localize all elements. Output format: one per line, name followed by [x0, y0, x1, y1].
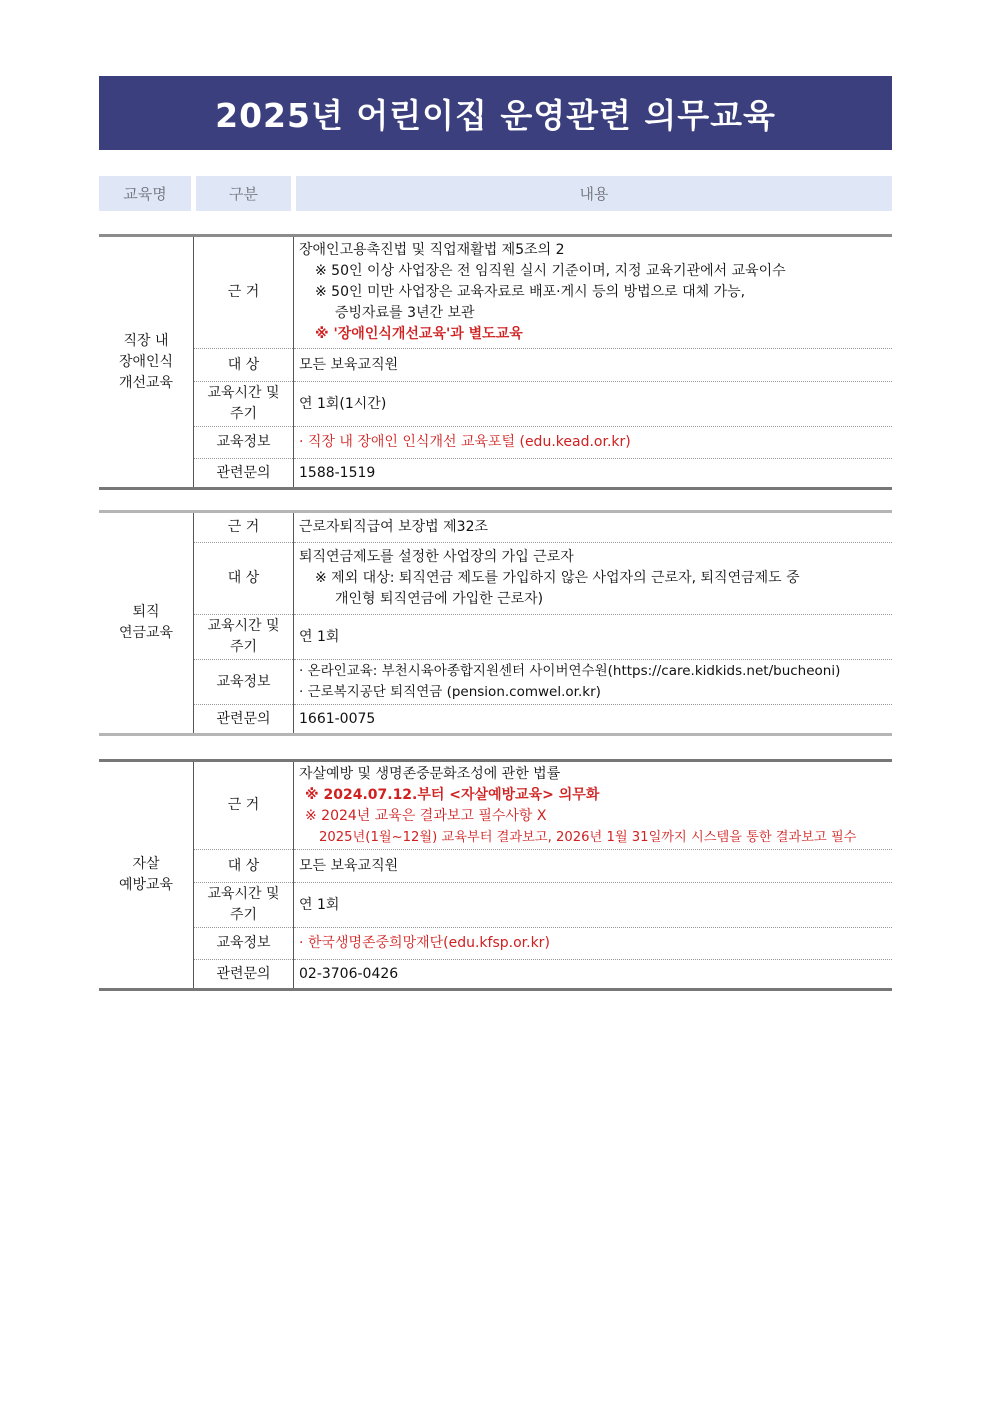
- basis-note: ※ 2024년 교육은 결과보고 필수사항 X: [305, 807, 547, 824]
- time-label-line: 교육시간 및: [207, 618, 280, 634]
- basis-warning: ※ 2024.07.12.부터 <자살예방교육> 의무화: [305, 786, 600, 803]
- target-content: 모든 보육교직원: [294, 850, 893, 883]
- time-label-line: 교육시간 및: [207, 385, 280, 401]
- basis-label: 근 거: [194, 236, 294, 349]
- contact-label: 관련문의: [194, 705, 294, 735]
- section-name: [99, 512, 194, 735]
- basis-warning: ※ '장애인식개선교육'과 별도교육: [315, 326, 523, 342]
- page-title: 2025년 어린이집 운영관련 의무교육: [99, 76, 892, 150]
- time-label-line: 주기: [229, 639, 258, 655]
- target-label: 대 상: [194, 543, 294, 615]
- time-label-line: 주기: [229, 406, 258, 422]
- section-suicide-prevention: [99, 759, 892, 991]
- basis-label: 근 거: [194, 512, 294, 543]
- time-label-line: 주기: [229, 907, 258, 923]
- contact-number: 1661-0075: [299, 710, 376, 727]
- section-name-line: 장애인식: [118, 353, 174, 370]
- basis-line: 자살예방 및 생명존중문화조성에 관한 법률: [299, 765, 561, 782]
- time-label: [194, 382, 294, 427]
- info-label: 교육정보: [194, 928, 294, 960]
- basis-content: 근로자퇴직급여 보장법 제32조: [294, 512, 893, 543]
- basis-note: ※ 50인 미만 사업장은 교육자료로 배포·게시 등의 방법으로 대체 가능,: [315, 284, 746, 300]
- time-label: [194, 883, 294, 928]
- target-content: 모든 보육교직원: [294, 349, 893, 382]
- contact-number: 1588-1519: [299, 464, 376, 481]
- target-note: ※ 제외 대상: 퇴직연금 제도를 가입하지 않은 사업자의 근로자, 퇴직연금제도 중: [315, 570, 800, 586]
- target-label: 대 상: [194, 349, 294, 382]
- info-label: 교육정보: [194, 427, 294, 459]
- info-content: [294, 660, 893, 705]
- section-name-line: 연금교육: [118, 625, 174, 641]
- header-education-name: 교육명: [99, 176, 191, 211]
- time-label: [194, 615, 294, 660]
- basis-note: 2025년(1월~12월) 교육부터 결과보고, 2026년 1월 31일까지 시스템을 통한 결과보고 필수: [319, 829, 857, 845]
- header-category: 구분: [196, 176, 291, 211]
- section-name: [99, 761, 194, 990]
- section-disability-awareness: [99, 234, 892, 490]
- contact-label: 관련문의: [194, 459, 294, 489]
- basis-note: ※ 50인 이상 사업장은 전 임직원 실시 기준이며, 지정 교육기관에서 교육이수: [315, 263, 786, 279]
- section-name-line: 개선교육: [118, 374, 174, 391]
- info-link[interactable]: · 한국생명존중희망재단(edu.kfsp.or.kr): [294, 928, 893, 960]
- target-note: 개인형 퇴직연금에 가입한 근로자): [335, 591, 544, 607]
- basis-note: 증빙자료를 3년간 보관: [335, 305, 475, 321]
- info-link[interactable]: · 근로복지공단 퇴직연금 (pension.comwel.or.kr): [299, 684, 601, 700]
- section-name-line: 직장 내: [123, 332, 169, 349]
- info-link[interactable]: · 직장 내 장애인 인식개선 교육포털 (edu.kead.or.kr): [294, 427, 893, 459]
- target-line: 퇴직연금제도를 설정한 사업장의 가입 근로자: [299, 549, 574, 565]
- basis-content: [294, 761, 893, 850]
- time-content: 연 1회: [294, 615, 893, 660]
- basis-line: 장애인고용촉진법 및 직업재활법 제5조의 2: [299, 242, 565, 258]
- target-content: [294, 543, 893, 615]
- time-content: 연 1회(1시간): [294, 382, 893, 427]
- info-link[interactable]: · 온라인교육: 부천시육아종합지원센터 사이버연수원(https://care.kidkids.net/bucheoni): [299, 663, 841, 679]
- header-content: 내용: [296, 176, 892, 211]
- section-name-line: 자살: [132, 856, 160, 872]
- section-name: [99, 236, 194, 489]
- basis-label: 근 거: [194, 761, 294, 850]
- time-label-line: 교육시간 및: [207, 886, 280, 902]
- target-label: 대 상: [194, 850, 294, 883]
- section-name-line: 퇴직: [132, 604, 160, 620]
- contact-label: 관련문의: [194, 960, 294, 990]
- section-retirement-pension: [99, 510, 892, 736]
- section-name-line: 예방교육: [118, 877, 174, 893]
- info-label: 교육정보: [194, 660, 294, 705]
- time-content: 연 1회: [294, 883, 893, 928]
- basis-content: [294, 236, 893, 349]
- contact-number: 02-3706-0426: [299, 965, 399, 982]
